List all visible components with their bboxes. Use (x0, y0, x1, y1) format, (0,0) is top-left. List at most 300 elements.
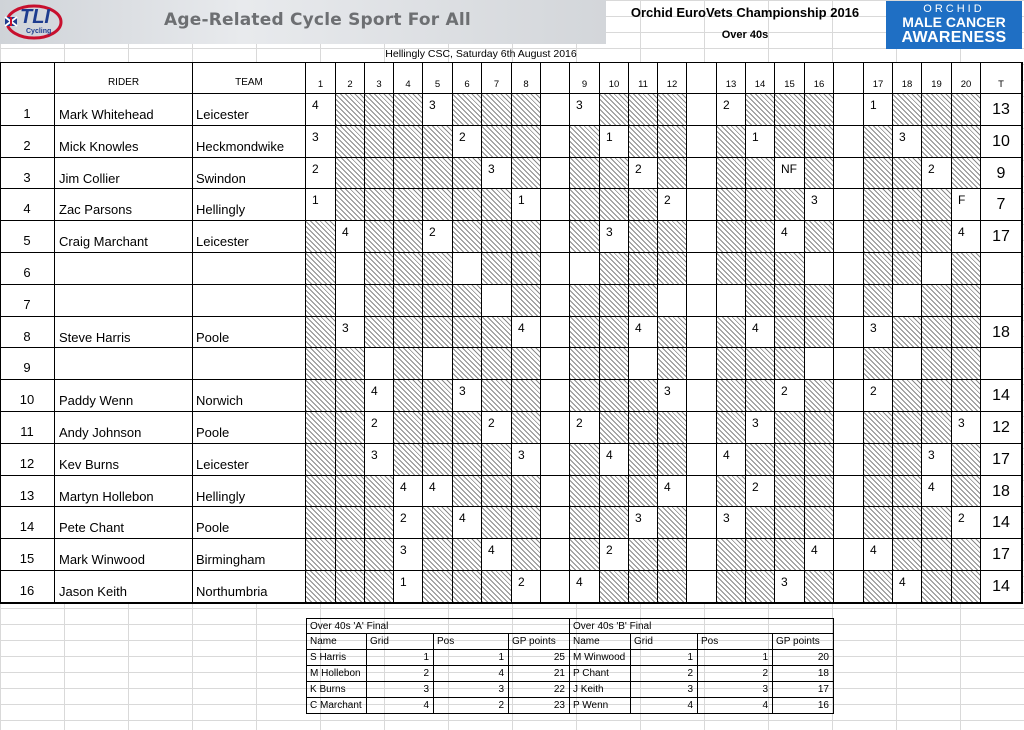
heat-not-riding-cell (805, 507, 834, 539)
banner-slogan: Age-Related Cycle Sport For All (164, 10, 471, 30)
rider-name: Mark Winwood (55, 539, 193, 571)
heat-result-cell: 4 (423, 476, 453, 507)
header-heat-6: 6 (453, 62, 482, 94)
heat-not-riding-cell (570, 189, 600, 221)
heat-not-riding-cell (453, 444, 482, 476)
heat-result-cell: 2 (570, 412, 600, 444)
rider-team: Swindon (193, 158, 306, 189)
header-heat-5: 5 (423, 62, 453, 94)
final-cell-pos: 4 (434, 666, 509, 682)
heat-result-cell (629, 348, 658, 380)
heat-spacer-cell (687, 253, 717, 285)
heat-not-riding-cell (717, 380, 746, 412)
heat-not-riding-cell (306, 285, 336, 317)
heat-result-cell: 4 (952, 221, 981, 253)
header-spacer (687, 62, 717, 94)
final-header-name: Name (306, 634, 367, 650)
heat-result-cell (336, 285, 365, 317)
heat-not-riding-cell (394, 94, 423, 126)
heat-not-riding-cell (952, 380, 981, 412)
rider-total (981, 285, 1022, 317)
rider-name (55, 253, 193, 285)
heat-not-riding-cell (600, 412, 629, 444)
rider-name: Pete Chant (55, 507, 193, 539)
heat-result-cell: 2 (746, 476, 775, 507)
heat-not-riding-cell (600, 507, 629, 539)
heat-spacer-cell (541, 221, 570, 253)
final-cell-name: P Wenn (570, 698, 631, 714)
heat-not-riding-cell (658, 317, 687, 348)
heat-not-riding-cell (805, 158, 834, 189)
heat-not-riding-cell (775, 412, 805, 444)
heat-result-cell: 4 (805, 539, 834, 571)
final-cell-grid: 4 (631, 698, 698, 714)
heat-not-riding-cell (893, 380, 922, 412)
venue-date: Hellingly CSC, Saturday 6th August 2016 (385, 48, 577, 60)
rider-total: 14 (981, 571, 1022, 603)
heat-result-cell (893, 285, 922, 317)
heat-not-riding-cell (922, 348, 952, 380)
heat-result-cell (922, 253, 952, 285)
heat-not-riding-cell (423, 380, 453, 412)
heat-not-riding-cell (453, 285, 482, 317)
heat-not-riding-cell (775, 507, 805, 539)
heat-result-cell: 2 (365, 412, 394, 444)
rider-team: Hellingly (193, 476, 306, 507)
heat-result-cell: 4 (570, 571, 600, 603)
header-heat-7: 7 (482, 62, 512, 94)
heat-not-riding-cell (746, 444, 775, 476)
rider-number: 6 (0, 253, 55, 285)
rider-team: Birmingham (193, 539, 306, 571)
heat-not-riding-cell (864, 476, 893, 507)
rider-name (55, 285, 193, 317)
heat-result-cell: 1 (394, 571, 423, 603)
heat-not-riding-cell (394, 444, 423, 476)
heat-not-riding-cell (512, 158, 541, 189)
header-team: TEAM (193, 62, 306, 94)
heat-not-riding-cell (922, 412, 952, 444)
heat-not-riding-cell (453, 317, 482, 348)
heat-result-cell: 2 (423, 221, 453, 253)
rider-number: 3 (0, 158, 55, 189)
heat-not-riding-cell (394, 189, 423, 221)
final-cell-name: J Keith (570, 682, 631, 698)
heat-not-riding-cell (600, 189, 629, 221)
heat-not-riding-cell (600, 158, 629, 189)
heat-not-riding-cell (453, 189, 482, 221)
heat-result-cell: 1 (306, 189, 336, 221)
header-num-cell (0, 62, 55, 94)
heat-spacer-cell (541, 94, 570, 126)
heat-spacer-cell (687, 444, 717, 476)
heat-not-riding-cell (423, 412, 453, 444)
heat-result-cell: 3 (482, 158, 512, 189)
heat-not-riding-cell (306, 444, 336, 476)
heat-not-riding-cell (423, 158, 453, 189)
final-title: Over 40s 'B' Final (570, 618, 834, 634)
heat-spacer-cell (541, 476, 570, 507)
heat-not-riding-cell (512, 476, 541, 507)
header-heat-11: 11 (629, 62, 658, 94)
heat-not-riding-cell (629, 476, 658, 507)
heat-spacer-cell (834, 158, 864, 189)
heat-not-riding-cell (658, 158, 687, 189)
heat-not-riding-cell (775, 126, 805, 158)
heat-not-riding-cell (512, 507, 541, 539)
heat-spacer-cell (687, 158, 717, 189)
heat-result-cell: NF (775, 158, 805, 189)
heat-result-cell: 2 (629, 158, 658, 189)
rider-team (193, 348, 306, 380)
rider-number: 7 (0, 285, 55, 317)
header-total: T (981, 62, 1022, 94)
heat-result-cell: 4 (453, 507, 482, 539)
heat-not-riding-cell (570, 476, 600, 507)
heat-not-riding-cell (805, 412, 834, 444)
heat-not-riding-cell (512, 253, 541, 285)
final-cell-grid: 1 (631, 650, 698, 666)
finals-tables (306, 618, 834, 714)
final-cell-grid: 4 (367, 698, 434, 714)
heat-not-riding-cell (658, 539, 687, 571)
heat-spacer-cell (687, 476, 717, 507)
heat-not-riding-cell (952, 126, 981, 158)
heat-spacer-cell (687, 317, 717, 348)
rider-total (981, 348, 1022, 380)
heat-spacer-cell (541, 189, 570, 221)
rider-total: 17 (981, 221, 1022, 253)
heat-not-riding-cell (306, 539, 336, 571)
heat-not-riding-cell (629, 285, 658, 317)
final-cell-name: M Hollebon (306, 666, 367, 682)
heat-not-riding-cell (423, 507, 453, 539)
heat-not-riding-cell (394, 158, 423, 189)
final-cell-grid: 3 (631, 682, 698, 698)
heat-not-riding-cell (805, 317, 834, 348)
heat-not-riding-cell (336, 94, 365, 126)
final-cell-grid: 1 (367, 650, 434, 666)
heat-spacer-cell (834, 412, 864, 444)
heat-not-riding-cell (336, 507, 365, 539)
heat-result-cell: 3 (600, 221, 629, 253)
heat-not-riding-cell (952, 285, 981, 317)
heat-not-riding-cell (775, 253, 805, 285)
heat-not-riding-cell (775, 317, 805, 348)
heat-not-riding-cell (365, 94, 394, 126)
heat-not-riding-cell (394, 317, 423, 348)
heat-not-riding-cell (512, 380, 541, 412)
heat-result-cell: 4 (629, 317, 658, 348)
rider-name: Kev Burns (55, 444, 193, 476)
heat-not-riding-cell (512, 285, 541, 317)
heat-not-riding-cell (570, 539, 600, 571)
rider-number: 2 (0, 126, 55, 158)
heat-result-cell: 2 (658, 189, 687, 221)
heat-not-riding-cell (864, 189, 893, 221)
final-header-grid: Grid (367, 634, 434, 650)
heat-spacer-cell (687, 94, 717, 126)
heat-not-riding-cell (629, 221, 658, 253)
heat-not-riding-cell (922, 94, 952, 126)
heat-not-riding-cell (306, 571, 336, 603)
final-header-gp-points: GP points (509, 634, 570, 650)
header-heat-2: 2 (336, 62, 365, 94)
heat-not-riding-cell (893, 317, 922, 348)
heat-spacer-cell (541, 412, 570, 444)
heat-not-riding-cell (864, 571, 893, 603)
rider-team: Poole (193, 507, 306, 539)
heat-not-riding-cell (512, 126, 541, 158)
heat-not-riding-cell (952, 539, 981, 571)
heat-not-riding-cell (453, 539, 482, 571)
heat-not-riding-cell (922, 189, 952, 221)
heat-not-riding-cell (717, 412, 746, 444)
heat-not-riding-cell (952, 317, 981, 348)
header-heat-8: 8 (512, 62, 541, 94)
rider-total: 14 (981, 380, 1022, 412)
heat-not-riding-cell (893, 444, 922, 476)
rider-team: Leicester (193, 94, 306, 126)
rider-total: 7 (981, 189, 1022, 221)
heat-result-cell: 3 (717, 507, 746, 539)
heat-not-riding-cell (805, 476, 834, 507)
heat-not-riding-cell (336, 126, 365, 158)
heat-not-riding-cell (893, 539, 922, 571)
tli-logo-subtext: Cycling (26, 28, 52, 35)
heat-not-riding-cell (658, 412, 687, 444)
heat-not-riding-cell (512, 348, 541, 380)
heat-result-cell: 3 (775, 571, 805, 603)
heat-not-riding-cell (423, 189, 453, 221)
heat-not-riding-cell (658, 444, 687, 476)
heat-not-riding-cell (336, 158, 365, 189)
heat-spacer-cell (541, 126, 570, 158)
sponsor-line-2: MALE CANCER (902, 14, 1006, 30)
heat-not-riding-cell (423, 285, 453, 317)
heat-not-riding-cell (336, 539, 365, 571)
rider-total: 18 (981, 476, 1022, 507)
rider-number: 14 (0, 507, 55, 539)
rider-total (981, 253, 1022, 285)
header-heat-19: 19 (922, 62, 952, 94)
heat-not-riding-cell (864, 444, 893, 476)
heat-result-cell: 4 (394, 476, 423, 507)
final-cell-pos: 2 (698, 666, 773, 682)
heat-not-riding-cell (864, 412, 893, 444)
heat-not-riding-cell (336, 571, 365, 603)
heat-not-riding-cell (893, 158, 922, 189)
final-cell-pos: 2 (434, 698, 509, 714)
heat-not-riding-cell (952, 444, 981, 476)
heat-result-cell: 2 (864, 380, 893, 412)
rider-total: 9 (981, 158, 1022, 189)
heat-result-cell: F (952, 189, 981, 221)
heat-not-riding-cell (423, 571, 453, 603)
heat-not-riding-cell (629, 444, 658, 476)
heat-result-cell: 1 (864, 94, 893, 126)
heat-result-cell: 4 (600, 444, 629, 476)
heat-result-cell (453, 253, 482, 285)
heat-not-riding-cell (952, 476, 981, 507)
heat-not-riding-cell (658, 348, 687, 380)
heat-result-cell: 4 (336, 221, 365, 253)
heat-result-cell: 4 (482, 539, 512, 571)
heat-not-riding-cell (600, 94, 629, 126)
rider-total: 13 (981, 94, 1022, 126)
header-rider: RIDER (55, 62, 193, 94)
heat-spacer-cell (541, 380, 570, 412)
final-cell-gp-points: 21 (509, 666, 570, 682)
heat-not-riding-cell (570, 126, 600, 158)
heat-not-riding-cell (365, 221, 394, 253)
rider-team: Norwich (193, 380, 306, 412)
heat-spacer-cell (834, 221, 864, 253)
heat-result-cell (717, 285, 746, 317)
rider-total: 10 (981, 126, 1022, 158)
final-cell-gp-points: 23 (509, 698, 570, 714)
heat-not-riding-cell (952, 158, 981, 189)
final-header-pos: Pos (698, 634, 773, 650)
heat-not-riding-cell (952, 348, 981, 380)
heat-spacer-cell (834, 126, 864, 158)
heat-not-riding-cell (570, 285, 600, 317)
heat-not-riding-cell (365, 571, 394, 603)
heat-not-riding-cell (922, 507, 952, 539)
heat-not-riding-cell (482, 189, 512, 221)
heat-spacer-cell (541, 317, 570, 348)
tli-logo-text: TLI (20, 6, 50, 28)
heat-spacer-cell (834, 507, 864, 539)
heat-not-riding-cell (805, 444, 834, 476)
heat-not-riding-cell (336, 189, 365, 221)
heat-not-riding-cell (365, 253, 394, 285)
heat-result-cell: 2 (717, 94, 746, 126)
heat-not-riding-cell (365, 539, 394, 571)
heat-spacer-cell (834, 380, 864, 412)
heat-spacer-cell (687, 571, 717, 603)
rider-number: 4 (0, 189, 55, 221)
heat-not-riding-cell (775, 94, 805, 126)
heat-not-riding-cell (629, 94, 658, 126)
heat-not-riding-cell (453, 412, 482, 444)
heat-not-riding-cell (365, 317, 394, 348)
final-cell-name: P Chant (570, 666, 631, 682)
heat-result-cell (365, 348, 394, 380)
final-header-gp-points: GP points (773, 634, 834, 650)
heat-not-riding-cell (629, 380, 658, 412)
final-cell-gp-points: 16 (773, 698, 834, 714)
heat-not-riding-cell (805, 285, 834, 317)
championship-title: Orchid EuroVets Championship 2016 (630, 5, 860, 20)
final-header-name: Name (570, 634, 631, 650)
heat-not-riding-cell (570, 380, 600, 412)
heat-not-riding-cell (600, 476, 629, 507)
final-cell-pos: 4 (698, 698, 773, 714)
heat-not-riding-cell (423, 253, 453, 285)
header-spacer (834, 62, 864, 94)
heat-not-riding-cell (805, 380, 834, 412)
heat-not-riding-cell (864, 348, 893, 380)
heat-not-riding-cell (423, 444, 453, 476)
heat-not-riding-cell (482, 476, 512, 507)
rider-number: 12 (0, 444, 55, 476)
heat-not-riding-cell (922, 571, 952, 603)
heat-not-riding-cell (775, 189, 805, 221)
heat-not-riding-cell (629, 412, 658, 444)
final-cell-name: K Burns (306, 682, 367, 698)
heat-result-cell: 3 (922, 444, 952, 476)
heat-result-cell: 4 (922, 476, 952, 507)
heat-not-riding-cell (482, 571, 512, 603)
heat-not-riding-cell (423, 539, 453, 571)
heat-spacer-cell (541, 158, 570, 189)
heat-not-riding-cell (453, 94, 482, 126)
heat-spacer-cell (541, 348, 570, 380)
final-title: Over 40s 'A' Final (306, 618, 570, 634)
heat-not-riding-cell (423, 126, 453, 158)
rider-team: Poole (193, 317, 306, 348)
heat-spacer-cell (834, 571, 864, 603)
heat-not-riding-cell (394, 348, 423, 380)
heat-not-riding-cell (775, 285, 805, 317)
heat-not-riding-cell (864, 285, 893, 317)
header-heat-9: 9 (570, 62, 600, 94)
heat-not-riding-cell (394, 126, 423, 158)
heat-not-riding-cell (512, 94, 541, 126)
heat-not-riding-cell (336, 412, 365, 444)
heat-spacer-cell (834, 253, 864, 285)
heat-not-riding-cell (600, 317, 629, 348)
heat-not-riding-cell (893, 94, 922, 126)
heat-result-cell: 4 (864, 539, 893, 571)
heat-result-cell: 3 (746, 412, 775, 444)
heat-not-riding-cell (306, 348, 336, 380)
rider-name: Andy Johnson (55, 412, 193, 444)
heat-not-riding-cell (570, 444, 600, 476)
final-cell-pos: 1 (698, 650, 773, 666)
heat-result-cell: 3 (805, 189, 834, 221)
final-header-grid: Grid (631, 634, 698, 650)
heat-not-riding-cell (453, 476, 482, 507)
heat-result-cell (570, 253, 600, 285)
rider-team (193, 253, 306, 285)
heat-spacer-cell (834, 476, 864, 507)
final-cell-grid: 2 (367, 666, 434, 682)
heat-not-riding-cell (805, 94, 834, 126)
heat-not-riding-cell (893, 476, 922, 507)
heat-not-riding-cell (336, 348, 365, 380)
heat-spacer-cell (687, 380, 717, 412)
heat-spacer-cell (687, 285, 717, 317)
heat-not-riding-cell (717, 221, 746, 253)
heat-not-riding-cell (394, 285, 423, 317)
heat-not-riding-cell (365, 189, 394, 221)
heat-not-riding-cell (482, 444, 512, 476)
heat-not-riding-cell (746, 158, 775, 189)
header-heat-1: 1 (306, 62, 336, 94)
heat-not-riding-cell (952, 571, 981, 603)
heat-result-cell: 3 (453, 380, 482, 412)
heat-not-riding-cell (922, 380, 952, 412)
heat-spacer-cell (687, 507, 717, 539)
heat-spacer-cell (541, 571, 570, 603)
heat-not-riding-cell (482, 380, 512, 412)
heat-spacer-cell (834, 189, 864, 221)
heat-not-riding-cell (775, 444, 805, 476)
heat-not-riding-cell (629, 571, 658, 603)
heat-not-riding-cell (394, 380, 423, 412)
